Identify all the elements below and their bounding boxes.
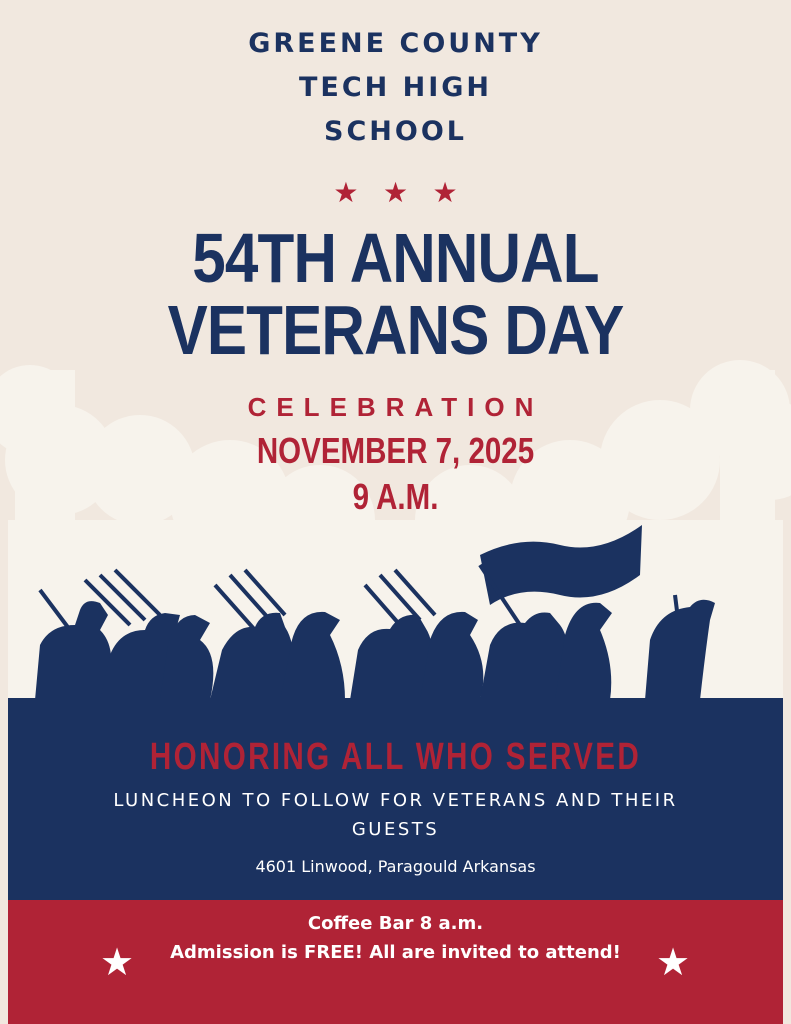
event-address: 4601 Linwood, Paragould Arkansas [255, 857, 536, 876]
event-title-line-1: 54TH ANNUAL [192, 219, 599, 297]
school-name-line-1: GREENE COUNTY [248, 28, 543, 59]
luncheon-note: LUNCHEON TO FOLLOW FOR VETERANS AND THEIR GUESTS [113, 790, 678, 840]
star-icon: ★ [382, 177, 409, 208]
event-title-line-2: VETERANS DAY [167, 291, 624, 369]
event-time: 9 A.M. [352, 476, 439, 517]
admission-note: Admission is FREE! All are invited to attend! [170, 942, 621, 963]
school-name-line-2: TECH HIGH [298, 72, 493, 103]
star-icon: ★ [100, 942, 135, 984]
soldier-silhouette-illustration [0, 515, 791, 705]
event-date: NOVEMBER 7, 2025 [256, 430, 535, 471]
school-name-line-3: SCHOOL [324, 116, 467, 147]
star-icon: ★ [333, 177, 359, 208]
honoring-heading [0, 736, 791, 779]
celebration-label: CELEBRATION [247, 392, 544, 422]
event-title [0, 219, 791, 369]
star-icon: ★ [432, 177, 458, 208]
decorative-stars [0, 176, 791, 209]
honoring-heading-text: HONORING ALL WHO SERVED [149, 736, 642, 778]
event-details [170, 909, 621, 967]
coffee-bar-time: Coffee Bar 8 a.m. [307, 913, 484, 934]
school-name [0, 22, 791, 154]
event-date-time [0, 428, 791, 520]
star-icon: ★ [656, 942, 691, 984]
